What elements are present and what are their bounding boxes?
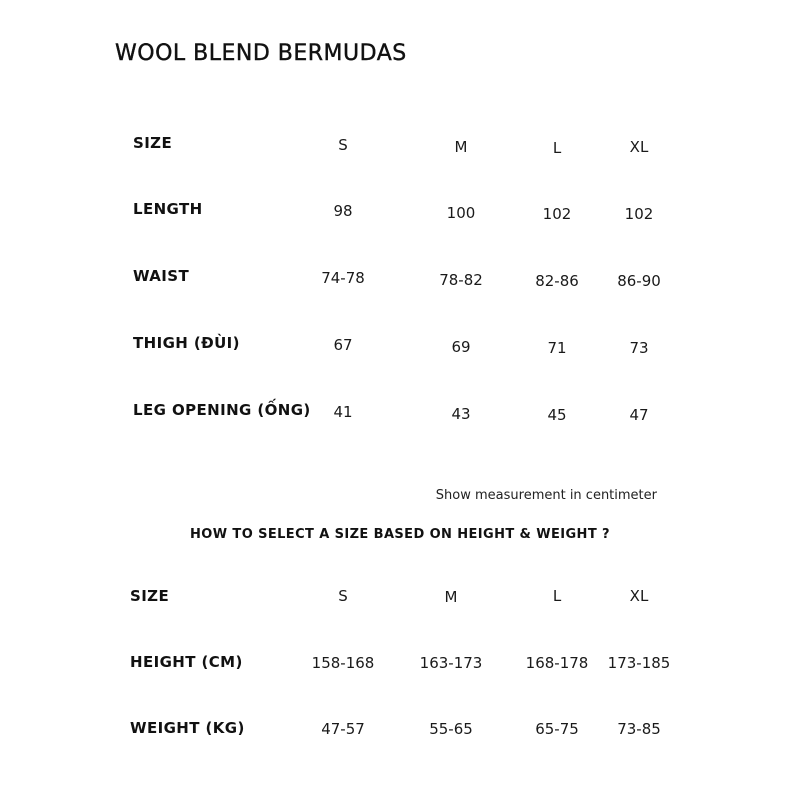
- size-table-header-m: M: [454, 138, 468, 156]
- table-row-label: LENGTH: [133, 200, 203, 218]
- guide-table-header-l: L: [552, 587, 562, 605]
- table-row-label: WEIGHT (KG): [130, 719, 245, 737]
- table-cell: 65-75: [535, 720, 579, 738]
- guide-table-header-s: S: [338, 587, 348, 605]
- table-cell: 73-85: [617, 720, 661, 738]
- table-cell: 45: [547, 406, 567, 424]
- table-row-label: WAIST: [133, 267, 190, 285]
- table-cell: 47: [629, 406, 649, 424]
- size-table-header-xl: XL: [629, 138, 649, 156]
- guide-table-header-xl: XL: [629, 587, 649, 605]
- table-cell: 173-185: [607, 654, 671, 672]
- table-cell: 74-78: [321, 269, 365, 287]
- table-cell: 163-173: [419, 654, 483, 672]
- table-cell: 98: [333, 202, 353, 220]
- table-cell: 43: [451, 405, 471, 423]
- table-row-label: LEG OPENING (ỐNG): [133, 401, 311, 419]
- table-cell: 69: [451, 338, 471, 356]
- table-cell: 78-82: [439, 271, 483, 289]
- guide-table-header-label: SIZE: [130, 587, 170, 605]
- table-cell: 71: [547, 339, 567, 357]
- size-table-header-l: L: [552, 139, 562, 157]
- table-cell: 47-57: [321, 720, 365, 738]
- size-table-header-label: SIZE: [133, 134, 173, 152]
- table-cell: 168-178: [525, 654, 589, 672]
- page-title: WOOL BLEND BERMUDAS: [115, 41, 407, 66]
- table-cell: 73: [629, 339, 649, 357]
- table-cell: 102: [542, 205, 572, 223]
- table-cell: 158-168: [311, 654, 375, 672]
- size-table-header-s: S: [338, 136, 348, 154]
- table-cell: 55-65: [429, 720, 473, 738]
- table-cell: 86-90: [617, 272, 661, 290]
- table-row-label: THIGH (ĐÙI): [133, 334, 240, 352]
- table-cell: 82-86: [535, 272, 579, 290]
- table-cell: 41: [333, 403, 353, 421]
- table-cell: 102: [624, 205, 654, 223]
- table-cell: 100: [446, 204, 476, 222]
- size-guide-heading: HOW TO SELECT A SIZE BASED ON HEIGHT & WEIGHT ?: [190, 527, 610, 542]
- guide-table-header-m: M: [444, 588, 458, 606]
- table-cell: 67: [333, 336, 353, 354]
- table-row-label: HEIGHT (CM): [130, 653, 243, 671]
- unit-note: Show measurement in centimeter: [435, 488, 657, 503]
